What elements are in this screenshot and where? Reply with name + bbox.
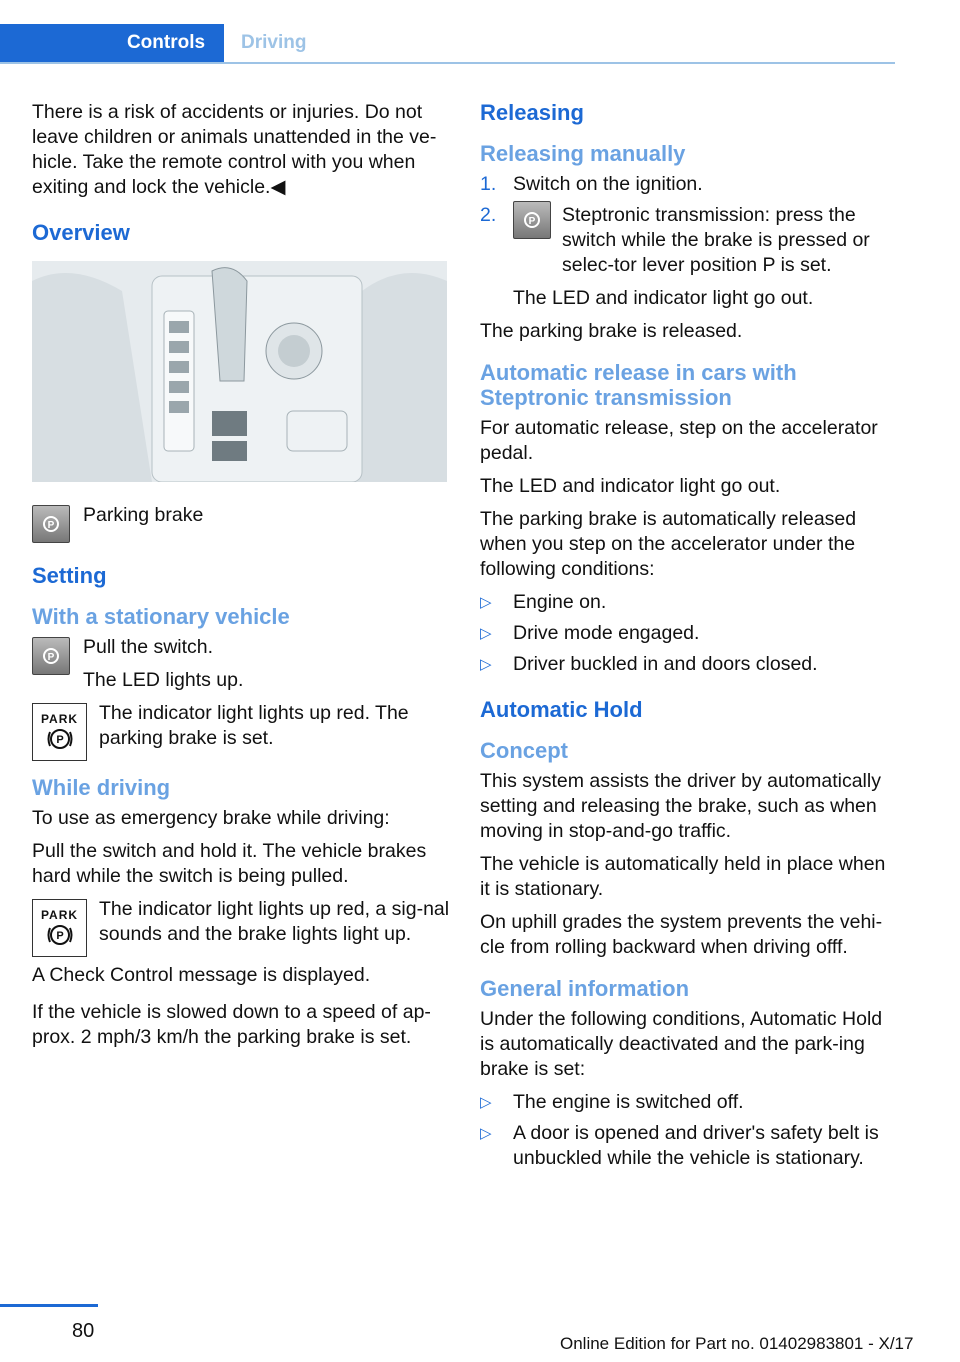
intro-warning: There is a risk of accidents or injuries. Do not leave children or animals unattended in the ve‐hicle. Take the remote control with you when exiting and lock the vehicle.◀ <box>32 101 437 198</box>
indicator-signal-text: The indicator light lights up red, a sig‐nal sounds and the brake lights light up. <box>99 898 450 945</box>
led-go-out-step-text: The LED and indicator light go out. <box>513 287 814 309</box>
park-icon-label: PARK <box>40 908 79 922</box>
left-column <box>32 100 452 1058</box>
overview-heading: Overview <box>32 220 130 245</box>
setting-heading: Setting <box>32 563 107 588</box>
list-item <box>480 652 900 677</box>
release-conditions <box>480 590 900 677</box>
list-item <box>480 1121 900 1171</box>
step-number: 1. <box>480 173 497 195</box>
general-text: Under the following conditions, Automatic Hold is automatically deactivated and the park‐ing brake is set: <box>480 1008 883 1080</box>
stationary-heading: With a stationary vehicle <box>32 604 290 629</box>
footer-rule <box>0 1304 98 1307</box>
while-driving-heading: While driving <box>32 775 171 800</box>
indicator-red-row <box>32 701 452 759</box>
list-item <box>480 621 900 646</box>
held-in-place-text: The vehicle is automatically held in place when it is stationary. <box>480 853 886 900</box>
center-console-photo <box>32 261 447 482</box>
tab-driving[interactable]: Driving <box>241 32 307 53</box>
page-number: 80 <box>72 1320 95 1342</box>
step-number: 2. <box>480 204 497 226</box>
parking-brake-switch-icon <box>513 201 551 239</box>
released-text: The parking brake is released. <box>480 320 743 342</box>
slowed-down-text: If the vehicle is slowed down to a speed of ap‐prox. 2 mph/3 km/h the parking brake is set. <box>32 1001 431 1048</box>
list-item <box>480 203 900 278</box>
condition-text: Drive mode engaged. <box>513 622 700 644</box>
svg-text:P: P <box>55 930 64 942</box>
general-conditions <box>480 1090 900 1171</box>
triangle-bullet-icon: ▷ <box>480 594 492 611</box>
auto-release-heading: Automatic release in cars with Steptronic transmission <box>480 360 797 410</box>
list-item <box>480 590 900 615</box>
triangle-bullet-icon: ▷ <box>480 625 492 642</box>
uphill-text: On uphill grades the system prevents the vehi‐cle from rolling backward when driving offf. <box>480 911 883 958</box>
releasing-manually-heading: Releasing manually <box>480 141 686 166</box>
list-item <box>480 1090 900 1115</box>
releasing-heading: Releasing <box>480 100 584 125</box>
step-text: Steptronic transmission: press the switch while the brake is pressed or selec‐tor lever position P is set. <box>562 204 870 276</box>
right-column <box>480 100 900 1179</box>
check-control-text: A Check Control message is displayed. <box>32 964 371 986</box>
auto-hold-heading: Automatic Hold <box>480 697 643 722</box>
pull-hold-text: Pull the switch and hold it. The vehicle brakes hard while the switch is being pulled. <box>32 840 427 887</box>
led-go-out-text: The LED and indicator light go out. <box>480 475 781 497</box>
concept-text: This system assists the driver by automatically setting and releasing the brake, such as when moving in stop-and-go traffic. <box>480 770 881 842</box>
parking-brake-label: Parking brake <box>83 504 204 526</box>
park-indicator-icon <box>32 703 87 761</box>
concept-heading: Concept <box>480 738 568 763</box>
svg-text:P: P <box>47 652 55 663</box>
led-lights-up-text: The LED lights up. <box>83 669 244 691</box>
general-heading: General information <box>480 976 690 1001</box>
condition-text: Engine on. <box>513 591 607 613</box>
svg-text:P: P <box>528 216 536 227</box>
tab-controls[interactable]: Controls <box>108 24 224 62</box>
pull-switch-text: Pull the switch. <box>83 636 214 658</box>
park-indicator-icon <box>32 899 87 957</box>
triangle-bullet-icon: ▷ <box>480 1125 492 1142</box>
indicator-signal-row <box>32 897 452 955</box>
edition-text: Online Edition for Part no. 01402983801 - X/17 <box>560 1334 914 1353</box>
pull-switch-row <box>32 635 452 693</box>
parking-brake-row <box>32 503 452 543</box>
svg-text:P: P <box>55 734 64 746</box>
release-steps <box>480 172 900 278</box>
auto-released-conditions-text: The parking brake is automatically released when you step on the accelerator under the following conditions: <box>480 508 857 580</box>
svg-text:P: P <box>47 520 55 531</box>
list-item <box>480 172 900 197</box>
emergency-use-text: To use as emergency brake while driving: <box>32 807 390 829</box>
step-text: Switch on the ignition. <box>513 173 703 195</box>
condition-text: The engine is switched off. <box>513 1091 744 1113</box>
parking-brake-switch-icon <box>32 637 70 675</box>
triangle-bullet-icon: ▷ <box>480 656 492 673</box>
parking-brake-switch-icon <box>32 505 70 543</box>
triangle-bullet-icon: ▷ <box>480 1094 492 1111</box>
indicator-red-set-text: The indicator light lights up red. The parking brake is set. <box>99 702 409 749</box>
park-icon-label: PARK <box>40 712 79 726</box>
auto-release-text: For automatic release, step on the accelerator pedal. <box>480 417 878 464</box>
condition-text: Driver buckled in and doors closed. <box>513 653 818 675</box>
condition-text: A door is opened and driver's safety belt is unbuckled while the vehicle is stationary. <box>513 1122 879 1169</box>
header-tabs <box>0 24 895 64</box>
